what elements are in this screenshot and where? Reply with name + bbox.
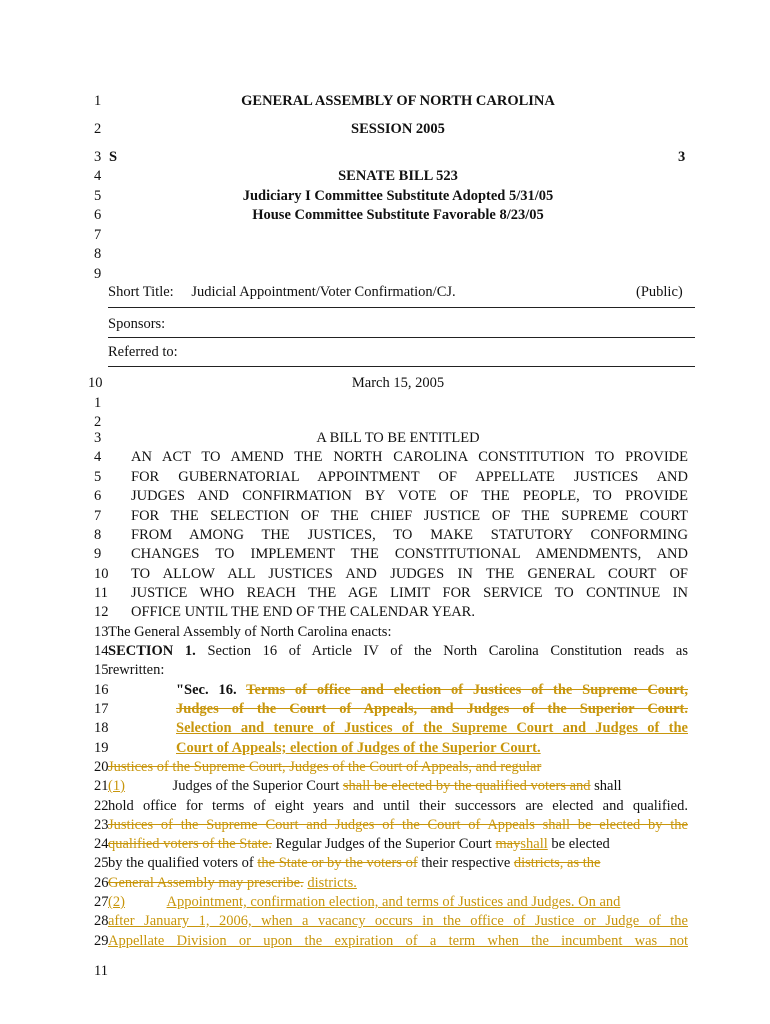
bill-entitled-heading: A BILL TO BE ENTITLED	[316, 430, 480, 446]
act-title-line: CHANGES TO IMPLEMENT THE CONSTITUTIONAL AMENDMENTS, AND	[131, 546, 688, 562]
committee-substitute-1: Judiciary I Committee Substitute Adopted 5/31/05	[242, 188, 554, 204]
act-title-line: FOR GUBERNATORIAL APPOINTMENT OF APPELLATE JUSTICES AND	[131, 469, 688, 485]
enacting-clause: The General Assembly of North Carolina enacts:	[108, 624, 392, 640]
line-number: 7	[94, 508, 102, 524]
inserted-text: shall	[520, 836, 548, 852]
line-21-end: shall	[594, 778, 622, 794]
line-number: 5	[94, 469, 102, 485]
sponsors-label: Sponsors:	[108, 316, 166, 332]
line-25	[108, 855, 688, 872]
bill-date: March 15, 2005	[351, 375, 445, 391]
bill-type-mark: S	[109, 149, 118, 165]
deleted-text: districts, as the	[513, 855, 601, 871]
line-number: 13	[94, 624, 109, 640]
line-number: 3	[94, 149, 102, 165]
line-number: 9	[94, 546, 102, 562]
line-number: 23	[94, 817, 109, 833]
assembly-title: GENERAL ASSEMBLY OF NORTH CAROLINA	[241, 93, 555, 109]
deleted-text: Justices of the Supreme Court, Judges of the Court of Appeals, and regular	[108, 759, 542, 775]
short-title-value: Judicial Appointment/Voter Confirmation/CJ.	[191, 284, 456, 300]
line-24-end: be elected	[551, 836, 610, 852]
line-number: 29	[94, 933, 109, 949]
line-number: 4	[94, 449, 102, 465]
act-title-line: FOR THE SELECTION OF THE CHIEF JUSTICE OF THE SUPREME COURT	[131, 508, 688, 524]
line-number: 22	[94, 798, 109, 814]
deleted-text: Judges of the Court of Appeals, and Judges of the Superior Court.	[176, 701, 688, 717]
deleted-text: Terms of office and election of Justices of the Supreme Court,	[246, 682, 688, 698]
act-title-line: AN ACT TO AMEND THE NORTH CAROLINA CONSTITUTION TO PROVIDE	[131, 449, 688, 465]
sec16-label: "Sec. 16.	[176, 682, 237, 698]
line-26	[108, 875, 688, 892]
act-title-line: JUDGES AND CONFIRMATION BY VOTE OF THE PEOPLE, TO PROVIDE	[131, 488, 688, 504]
act-title-line: FROM AMONG THE JUSTICES, TO MAKE STATUTORY CONFORMING	[131, 527, 688, 543]
line-number: 4	[94, 168, 102, 184]
session-title: SESSION 2005	[351, 121, 445, 137]
line-25-mid: their respective	[421, 855, 511, 871]
line-21	[108, 778, 688, 795]
deleted-text: qualified voters of the State.	[108, 836, 272, 852]
line-22-text: hold office for terms of eight years and until their successors are elected and qualified.	[108, 798, 688, 814]
line-24-text: Regular Judges of the Superior Court	[275, 836, 492, 852]
line-number: 12	[94, 604, 109, 620]
public-label: (Public)	[636, 284, 683, 300]
divider	[108, 337, 695, 338]
line-number: 19	[94, 740, 109, 756]
line-number: 8	[94, 246, 102, 262]
line-number: 20	[94, 759, 109, 775]
deleted-text: Justices of the Supreme Court and Judges of the Court of Appeals shall be elected by the	[108, 817, 688, 833]
line-number: 24	[94, 836, 109, 852]
line-number: 11	[94, 585, 108, 601]
line-number: 1	[94, 93, 102, 109]
section-label: SECTION 1.	[108, 643, 196, 659]
line-24	[108, 836, 688, 853]
line-number: 2	[94, 121, 102, 137]
deleted-text: the State or by the voters of	[257, 855, 418, 871]
line-number: 7	[94, 227, 102, 243]
line-21-text: Judges of the Superior Court	[172, 778, 340, 794]
inserted-text: after January 1, 2006, when a vacancy occurs in the office of Justice or Judge of the	[108, 913, 688, 929]
line-number: 27	[94, 894, 109, 910]
line-number: 2	[94, 414, 102, 430]
line-number: 26	[94, 875, 109, 891]
act-title-line: OFFICE UNTIL THE END OF THE CALENDAR YEAR.	[131, 604, 475, 620]
act-title-line: JUSTICE WHO REACH THE AGE LIMIT FOR SERVICE TO CONTINUE IN	[131, 585, 688, 601]
line-number: 1	[94, 395, 102, 411]
inserted-text: (1)	[108, 778, 125, 794]
line-number: 10	[94, 566, 109, 582]
divider	[108, 366, 695, 367]
page-number: 11	[94, 963, 108, 979]
line-number: 9	[94, 266, 102, 282]
short-title-label: Short Title:	[108, 284, 174, 300]
line-number: 8	[94, 527, 102, 543]
committee-substitute-2: House Committee Substitute Favorable 8/23/05	[252, 207, 544, 223]
line-number: 6	[94, 488, 102, 504]
bill-number: SENATE BILL 523	[338, 168, 458, 184]
rewritten-text: rewritten:	[108, 662, 165, 678]
deleted-text: may	[495, 836, 521, 852]
line-number: 15	[94, 662, 109, 678]
section-text: Section 16 of Article IV of the North Carolina Constitution reads as	[207, 643, 689, 659]
act-title-line: TO ALLOW ALL JUSTICES AND JUDGES IN THE GENERAL COURT OF	[131, 566, 688, 582]
line-number: 3	[94, 430, 102, 446]
divider	[108, 307, 695, 308]
line-number: 21	[94, 778, 109, 794]
deleted-text: General Assembly may prescribe.	[108, 875, 304, 891]
line-number: 17	[94, 701, 109, 717]
line-number: 6	[94, 207, 102, 223]
line-number: 5	[94, 188, 102, 204]
line-number: 16	[94, 682, 109, 698]
line-number: 25	[94, 855, 109, 871]
line-number: 18	[94, 720, 109, 736]
inserted-text: districts.	[307, 875, 357, 891]
short-title-row	[108, 284, 688, 301]
sec16-heading-line	[176, 682, 688, 699]
referred-label: Referred to:	[108, 344, 178, 360]
line-25-text: by the qualified voters of	[108, 855, 254, 871]
line-number: 14	[94, 643, 109, 659]
version-mark: 3	[678, 149, 686, 165]
deleted-text: shall be elected by the qualified voters and	[342, 778, 591, 794]
section-1-line	[108, 643, 688, 660]
line-number: 10	[88, 375, 103, 391]
inserted-text: Selection and tenure of Justices of the Supreme Court and Judges of the	[176, 720, 688, 736]
line-number: 28	[94, 913, 109, 929]
inserted-text: Appellate Division or upon the expiration of a term when the incumbent was not	[108, 933, 688, 949]
inserted-text: (2)	[108, 894, 125, 910]
inserted-text: Appointment, confirmation election, and terms of Justices and Judges. On and	[166, 894, 621, 910]
line-27	[108, 894, 688, 911]
inserted-text: Court of Appeals; election of Judges of the Superior Court.	[176, 740, 541, 756]
